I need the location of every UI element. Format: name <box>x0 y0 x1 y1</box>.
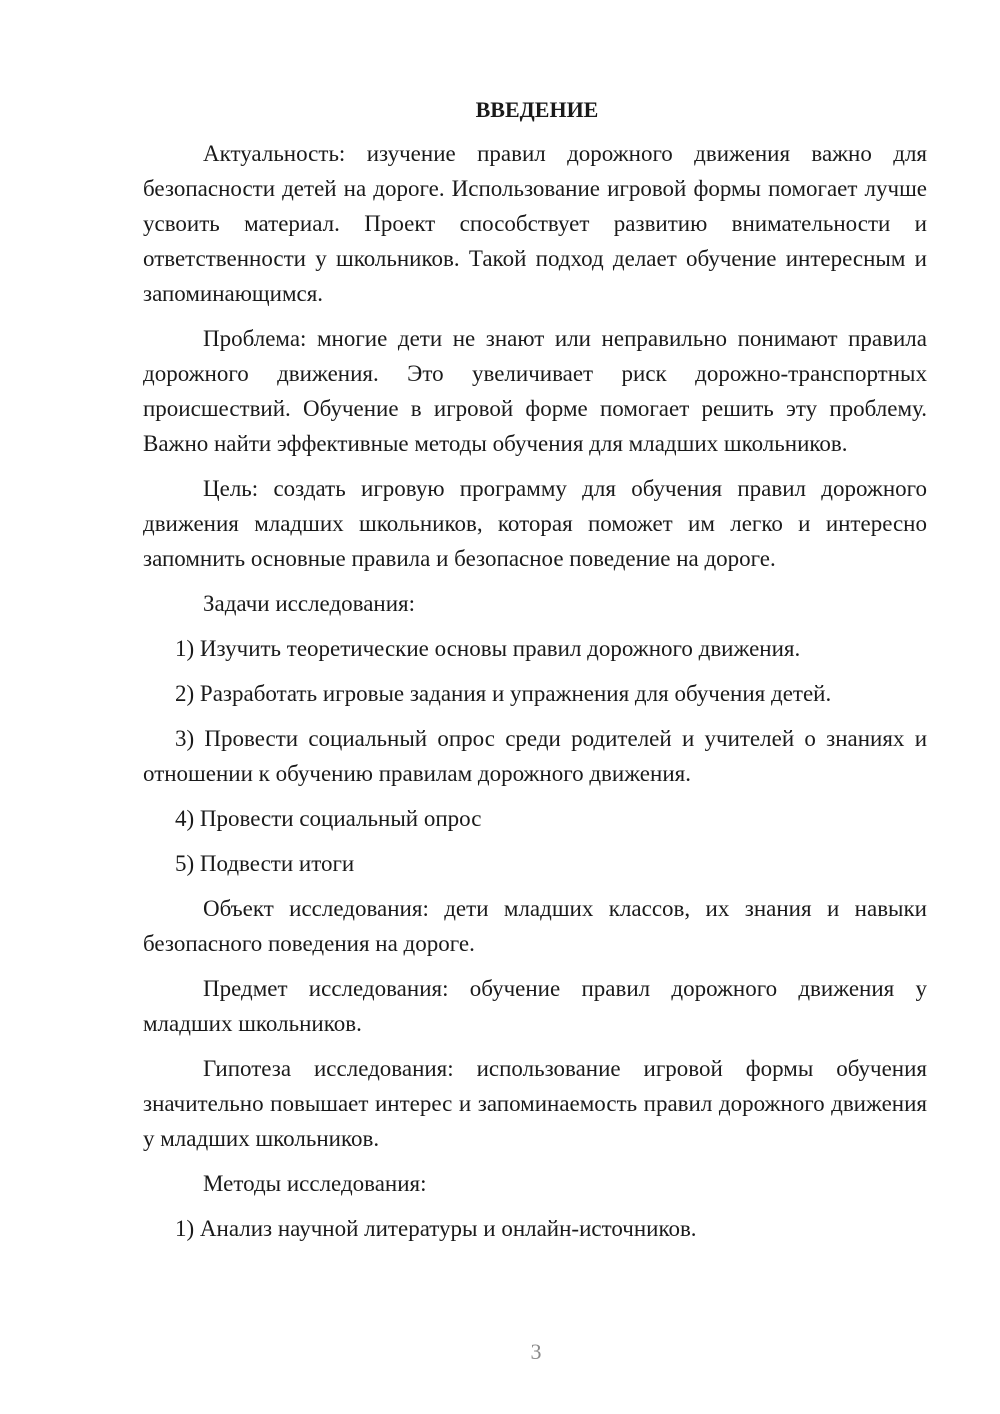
methods-heading: Методы исследования: <box>203 1171 427 1196</box>
task-item-5: 5) Подвести итоги <box>175 851 355 876</box>
task-item-1: 1) Изучить теоретические основы правил дорожного движения. <box>175 636 801 661</box>
paragraph-hypothesis: Гипотеза исследования: использование игровой формы обучения значительно повышает интерес и запоминаемость правил дорожного движения у младших школьников. <box>143 1056 927 1151</box>
method-item-1: 1) Анализ научной литературы и онлайн-источников. <box>175 1216 697 1241</box>
page-number: 3 <box>530 1339 542 1364</box>
paragraph-object: Объект исследования: дети младших классов, их знания и навыки безопасного поведения на дороге. <box>143 896 927 956</box>
task-item-3: 3) Провести социальный опрос среди родителей и учителей о знаниях и отношении к обучению правилам дорожного движения. <box>143 726 927 786</box>
paragraph-goal: Цель: создать игровую программу для обучения правил дорожного движения младших школьников, которая поможет им легко и интересно запомнить основные правила и безопасное поведение на дороге. <box>143 476 927 571</box>
paragraph-subject: Предмет исследования: обучение правил дорожного движения у младших школьников. <box>143 976 927 1036</box>
paragraph-problem: Проблема: многие дети не знают или неправильно понимают правила дорожного движения. Это увеличивает риск дорожно-транспортных происшествий. Обучение в игровой форме помогает решить эту проблему. Важно найти эффективные методы обучения для младших школьников. <box>143 326 927 456</box>
tasks-heading: Задачи исследования: <box>203 591 416 616</box>
page-title: ВВЕДЕНИЕ <box>475 97 599 122</box>
task-item-4: 4) Провести социальный опрос <box>175 806 482 831</box>
task-item-2: 2) Разработать игровые задания и упражнения для обучения детей. <box>175 681 832 706</box>
paragraph-relevance: Актуальность: изучение правил дорожного движения важно для безопасности детей на дороге. Использование игровой формы помогает лучше усвоить материал. Проект способствует развитию внимательности и ответственности у школьников. Такой подход делает обучение интересным и запоминающимся. <box>143 141 927 306</box>
page-content <box>143 92 927 1256</box>
